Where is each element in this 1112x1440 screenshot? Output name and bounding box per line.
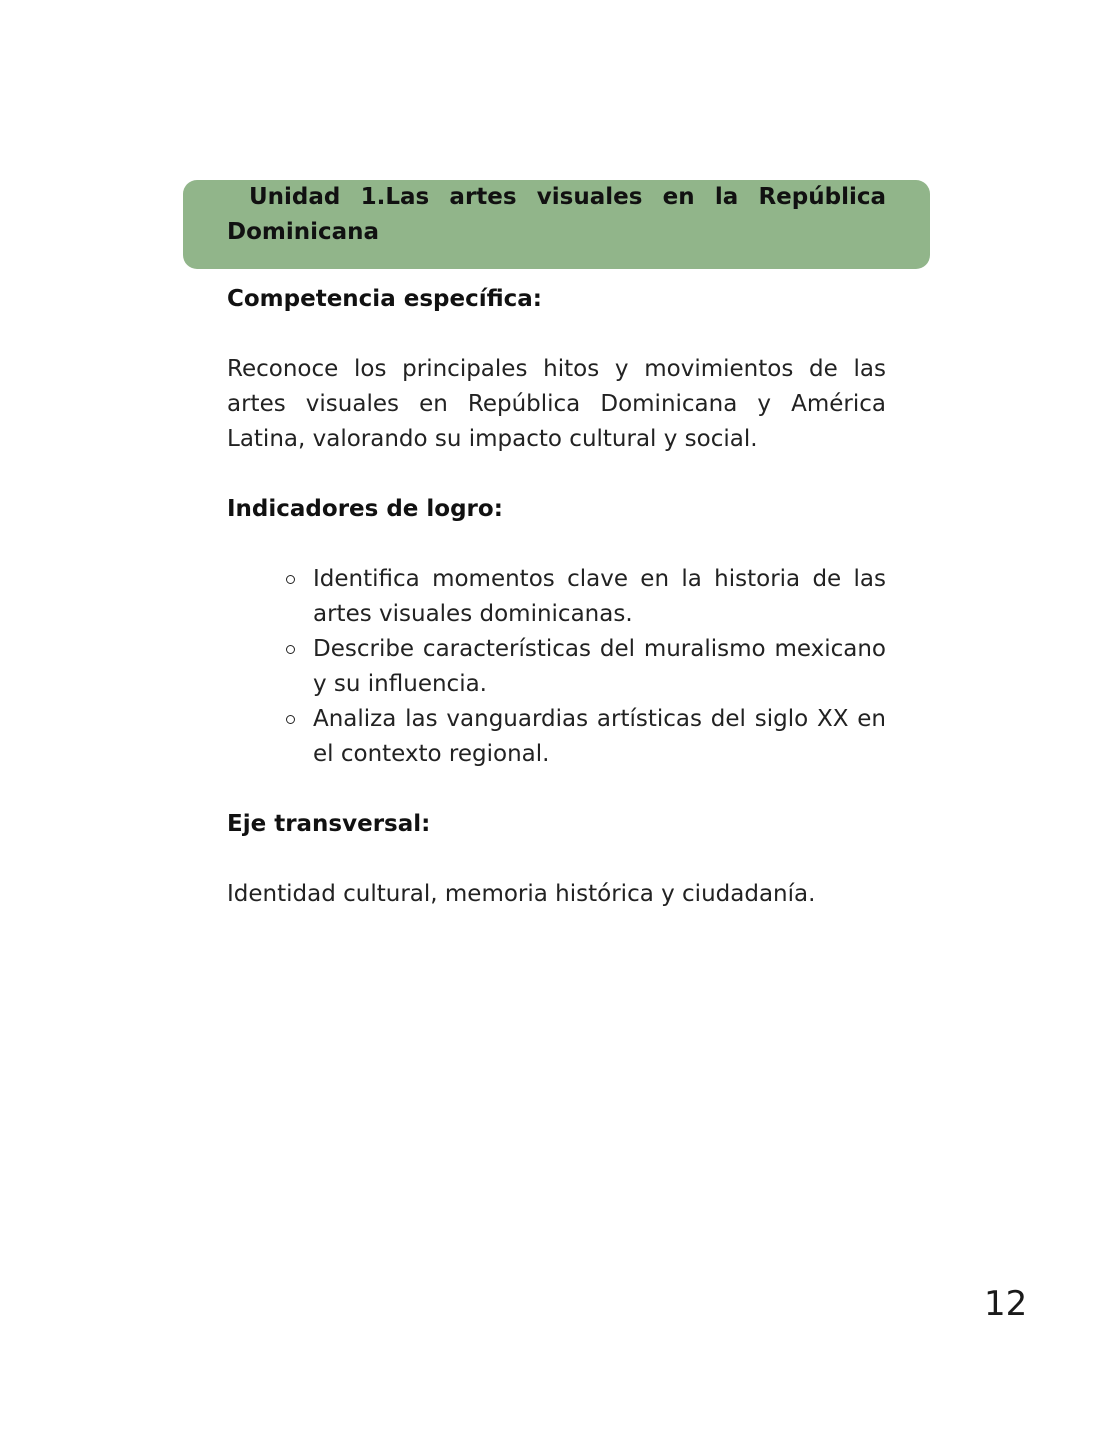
- unit-banner: [183, 180, 930, 269]
- indicadores-list: [227, 562, 886, 772]
- indicator-item: [313, 702, 886, 772]
- indicator-item: [313, 632, 886, 702]
- circle-bullet-icon: [286, 575, 295, 584]
- competencia-text: Reconoce los principales hitos y movimientos de las artes visuales en República Dominicana y América Latina, valorando su impacto cultural y social.: [227, 356, 886, 452]
- indicator-text: Identifica momentos clave en la historia de las artes visuales dominicanas.: [313, 566, 886, 627]
- indicator-text: Analiza las vanguardias artísticas del siglo XX en el contexto regional.: [313, 706, 886, 767]
- eje-heading: Eje transversal:: [227, 811, 431, 837]
- circle-bullet-icon: [286, 715, 295, 724]
- eje-text: Identidad cultural, memoria histórica y ciudadanía.: [227, 881, 816, 907]
- content-area: [227, 282, 886, 947]
- circle-bullet-icon: [286, 645, 295, 654]
- indicadores-heading: Indicadores de logro:: [227, 496, 503, 522]
- indicator-text: Describe características del muralismo mexicano y su influencia.: [313, 636, 886, 697]
- page-number: 12: [984, 1284, 1028, 1324]
- indicator-item: [313, 562, 886, 632]
- unit-title: Unidad 1.Las artes visuales en la República Dominicana: [227, 184, 886, 245]
- competencia-heading: Competencia específica:: [227, 286, 542, 312]
